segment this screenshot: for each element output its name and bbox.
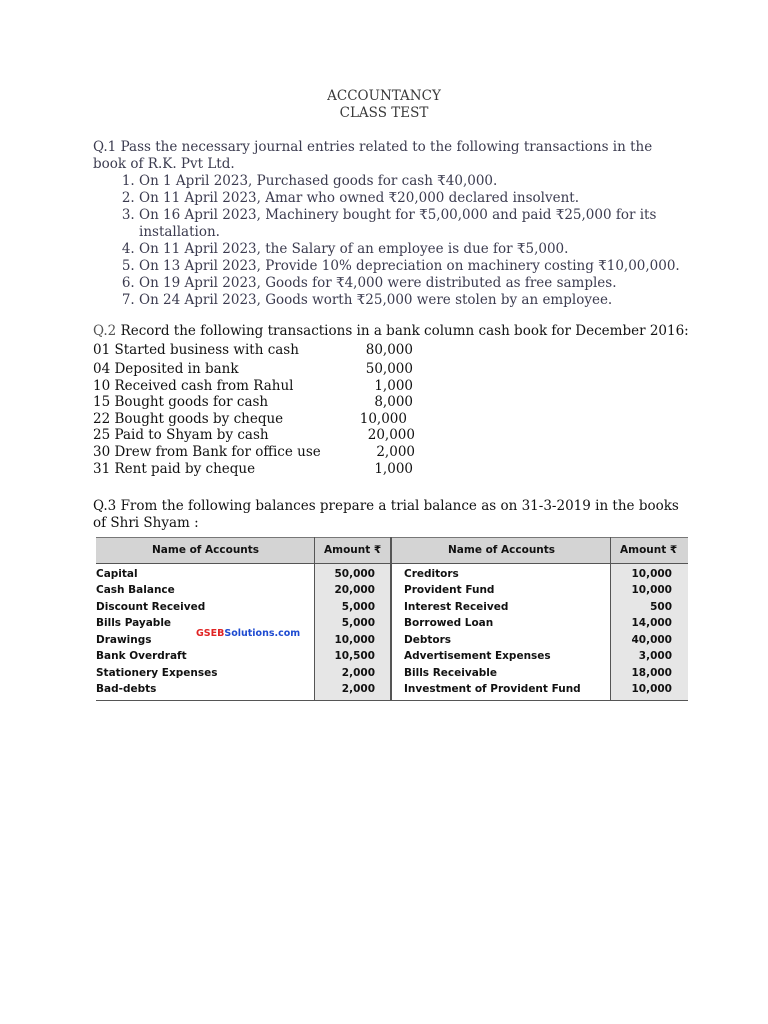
account-name: Discount Received bbox=[96, 601, 206, 613]
list-item: 6. On 19 April 2023, Goods for ₹4,000 were distributed as free samples. bbox=[139, 275, 683, 292]
account-name: Interest Received bbox=[404, 601, 509, 613]
column-header: Amount ₹ bbox=[324, 544, 382, 556]
account-name: Drawings bbox=[96, 634, 152, 646]
account-name: Cash Balance bbox=[96, 584, 175, 596]
account-name: Advertisement Expenses bbox=[404, 650, 551, 662]
account-name: Investment of Provident Fund bbox=[404, 683, 581, 695]
account-amount: 10,000 bbox=[334, 634, 375, 646]
account-name: Stationery Expenses bbox=[96, 667, 218, 679]
transaction-amount: 50,000 bbox=[365, 361, 413, 377]
transaction-description: 22 Bought goods by cheque bbox=[93, 411, 284, 427]
account-name: Bank Overdraft bbox=[96, 650, 187, 662]
account-amount: 20,000 bbox=[334, 584, 375, 596]
list-item: 3. On 16 April 2023, Machinery bought for ₹5,00,000 and paid ₹25,000 for its installation. bbox=[139, 207, 683, 241]
list-item: 2. On 11 April 2023, Amar who owned ₹20,000 declared insolvent. bbox=[139, 190, 683, 207]
transaction-description: 30 Drew from Bank for office use bbox=[93, 444, 321, 460]
account-name: Creditors bbox=[404, 568, 459, 580]
question-2-text bbox=[93, 323, 689, 340]
transaction-description: 04 Deposited in bank bbox=[93, 361, 239, 377]
transaction-amount: 1,000 bbox=[374, 461, 413, 477]
account-amount: 10,000 bbox=[631, 683, 672, 695]
account-amount: 2,000 bbox=[341, 683, 375, 695]
account-amount: 500 bbox=[650, 601, 672, 613]
question-1 bbox=[93, 139, 683, 309]
account-name: Borrowed Loan bbox=[404, 617, 494, 629]
account-amount: 5,000 bbox=[341, 617, 375, 629]
question-2-number: Q.2 bbox=[93, 323, 117, 339]
table-header bbox=[96, 537, 688, 564]
account-name: Debtors bbox=[404, 634, 452, 646]
list-item: 5. On 13 April 2023, Provide 10% depreciation on machinery costing ₹10,00,000. bbox=[139, 258, 683, 275]
column-header: Name of Accounts bbox=[448, 544, 556, 556]
transaction-amount: 8,000 bbox=[374, 394, 413, 410]
list-item: 4. On 11 April 2023, the Salary of an employee is due for ₹5,000. bbox=[139, 241, 683, 258]
account-name: Bad-debts bbox=[96, 683, 157, 695]
account-name: Bills Receivable bbox=[404, 667, 498, 679]
account-amount: 5,000 bbox=[341, 601, 375, 613]
trial-balance-table bbox=[96, 537, 688, 701]
account-amount: 14,000 bbox=[631, 617, 672, 629]
transaction-description: 10 Received cash from Rahul bbox=[93, 378, 294, 394]
account-amount: 3,000 bbox=[638, 650, 672, 662]
account-name: Provident Fund bbox=[404, 584, 495, 596]
transaction-description: 25 Paid to Shyam by cash bbox=[93, 427, 269, 443]
column-divider bbox=[610, 537, 611, 701]
transaction-amount: 20,000 bbox=[367, 427, 415, 443]
question-1-list bbox=[93, 173, 683, 309]
question-1-text: Q.1 Pass the necessary journal entries related to the following transactions in the book of R.K. Pvt Ltd. bbox=[93, 139, 653, 172]
column-header: Name of Accounts bbox=[152, 544, 260, 556]
question-2-body: Record the following transactions in a bank column cash book for December 2016: bbox=[120, 323, 689, 339]
transaction-amount: 2,000 bbox=[376, 444, 415, 460]
watermark-logo: GSEBSolutions.com bbox=[196, 628, 301, 639]
account-name: Bills Payable bbox=[96, 617, 172, 629]
list-item: 1. On 1 April 2023, Purchased goods for cash ₹40,000. bbox=[139, 173, 683, 190]
transaction-amount: 80,000 bbox=[365, 342, 413, 358]
question-3-text: Q.3 From the following balances prepare a trial balance as on 31-3-2019 in the books of Shri Shyam : bbox=[93, 498, 679, 531]
account-amount: 2,000 bbox=[341, 667, 375, 679]
table-bottom-border bbox=[96, 700, 688, 701]
test-title: CLASS TEST bbox=[339, 105, 429, 121]
list-item: 7. On 24 April 2023, Goods worth ₹25,000 were stolen by an employee. bbox=[139, 292, 683, 309]
transaction-description: 15 Bought goods for cash bbox=[93, 394, 269, 410]
column-header: Amount ₹ bbox=[620, 544, 678, 556]
subject-title: ACCOUNTANCY bbox=[327, 88, 441, 104]
account-amount: 10,000 bbox=[631, 584, 672, 596]
column-divider bbox=[390, 537, 392, 701]
account-name: Capital bbox=[96, 568, 138, 580]
account-amount: 50,000 bbox=[334, 568, 375, 580]
transaction-description: 01 Started business with cash bbox=[93, 342, 299, 358]
account-amount: 40,000 bbox=[631, 634, 672, 646]
account-amount: 10,500 bbox=[334, 650, 375, 662]
transaction-amount: 1,000 bbox=[374, 378, 413, 394]
account-amount: 10,000 bbox=[631, 568, 672, 580]
account-amount: 18,000 bbox=[631, 667, 672, 679]
transaction-description: 31 Rent paid by cheque bbox=[93, 461, 256, 477]
transaction-amount: 10,000 bbox=[359, 411, 407, 427]
